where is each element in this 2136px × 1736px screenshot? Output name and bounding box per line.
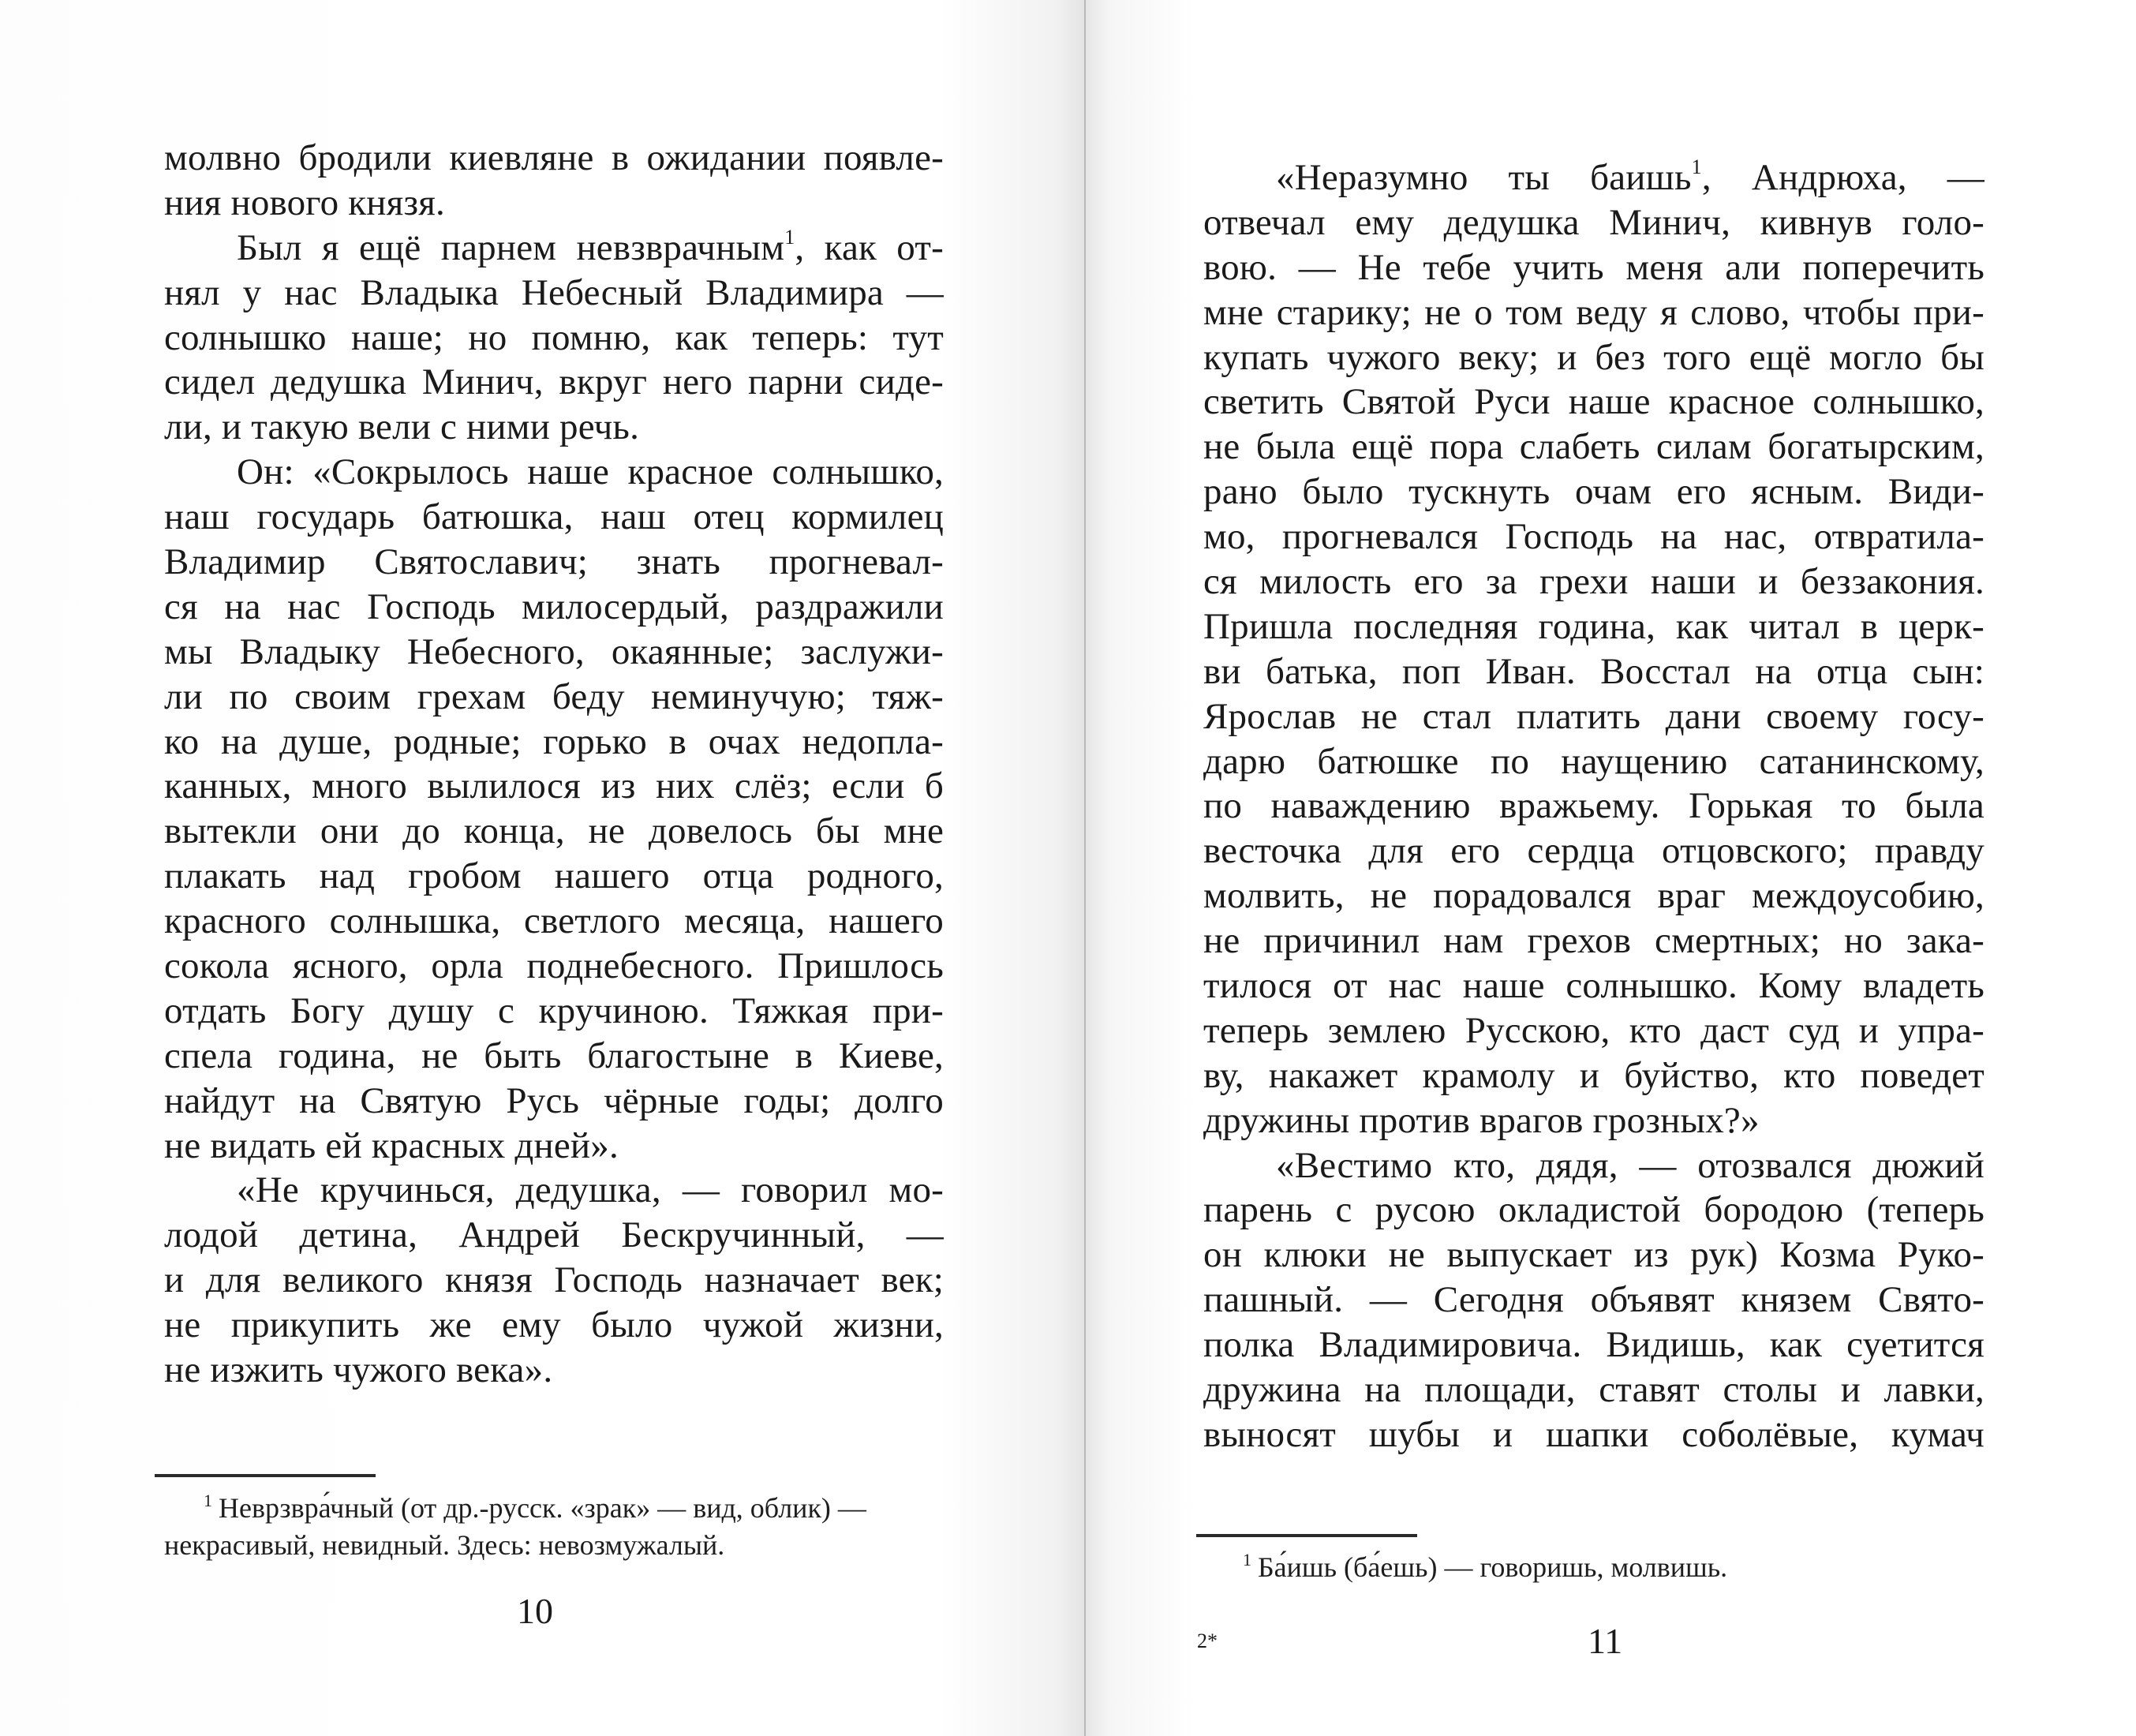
text-line: плакать над гробом нашего отца родного,: [164, 855, 944, 897]
right-footnote: [1203, 1549, 1984, 1586]
right-page-number: 11: [1588, 1621, 1623, 1661]
text-line: весточка для его сердца отцовского; правду: [1203, 830, 1984, 872]
text-line: пашный. — Сегодня объявят князем Свято-: [1203, 1279, 1984, 1321]
text-line: не прикупить же ему было чужой жизни,: [164, 1304, 944, 1346]
left-footnote-text-1: Неврзвра́чный (от др.-русск. «зрак» — вид, облик) —: [219, 1492, 866, 1524]
text-line: дружины против врагов грозных?»: [1203, 1099, 1760, 1141]
right-footnote-text-1: Ба́ишь (ба́ешь) — говоришь, молвишь.: [1258, 1551, 1728, 1583]
text-line: вою. — Не тебе учить меня али поперечить: [1203, 246, 1984, 288]
text-line-continuation: , как от-: [795, 226, 944, 268]
text-line: ву, накажет крамолу и буйство, кто поведет: [1203, 1054, 1984, 1096]
text-line: ко на душе, родные; горько в очах недопла-: [164, 720, 944, 762]
text-line-content: Был я ещё парнем невзврачным: [237, 226, 785, 268]
text-line: вытекли они до конца, не довелось бы мне: [164, 810, 944, 852]
text-line: ли, и такую вели с ними речь.: [164, 406, 640, 448]
right-footnote-line-1: [1203, 1549, 1984, 1586]
text-line: полка Владимировича. Видишь, как суетится: [1203, 1324, 1984, 1366]
text-line: ви батька, поп Иван. Восстал на отца сын:: [1203, 650, 1984, 692]
text-line: купать чужого веку; и без того ещё могло бы: [1203, 336, 1984, 378]
text-line: выносят шубы и шапки соболёвые, кумач: [1203, 1413, 1984, 1455]
text-line: Пришла последняя година, как читал в церк-: [1203, 605, 1984, 647]
left-page-body-text: [164, 136, 944, 1393]
left-footnote-rule: [155, 1474, 376, 1477]
text-line: он клюки не выпускает из рук) Козма Руко-: [1203, 1234, 1984, 1276]
text-line: мы Владыку Небесного, окаянные; заслужи-: [164, 630, 944, 672]
footnote-reference: 1: [784, 225, 795, 249]
text-line: лодой детина, Андрей Бескручинный, —: [164, 1214, 944, 1256]
text-line: Он: «Сокрылось наше красное солнышко,: [237, 451, 944, 493]
text-line: Ярослав не стал платить дани своему госу-: [1203, 695, 1984, 737]
text-line: и для великого князя Господь назначает век;: [164, 1259, 944, 1301]
text-line: сокола ясного, орла поднебесного. Пришлось: [164, 945, 944, 987]
text-line-continuation: , Андрюха, —: [1701, 157, 1984, 198]
text-line: спела година, не быть благостыне в Киеве,: [164, 1034, 944, 1076]
text-line: ся милость его за грехи наши и беззакония.: [1203, 561, 1984, 603]
right-page: [1086, 0, 2136, 1736]
text-line: [164, 226, 944, 271]
right-footnote-marker: 1: [1243, 1550, 1251, 1570]
text-line: [1203, 155, 1984, 200]
text-line: отдать Богу душу с кручиною. Тяжкая при-: [164, 990, 944, 1031]
left-footnote-marker: 1: [204, 1491, 212, 1510]
text-line: рано было тускнуть очам его ясным. Види-: [1203, 471, 1984, 513]
text-line: не причинил нам грехов смертных; но зака-: [1203, 920, 1984, 962]
text-line: отвечал ему дедушка Минич, кивнув голо-: [1203, 201, 1984, 243]
text-line: парень с русою окладистой бородою (теперь: [1203, 1189, 1984, 1231]
text-line: мне старику; не о том веду я слово, чтобы при-: [1203, 291, 1984, 333]
left-page-number: 10: [517, 1591, 553, 1631]
footnote-reference: 1: [1691, 155, 1702, 178]
text-line: молвно бродили киевляне в ожидании появле-: [164, 137, 944, 178]
text-line: Владимир Святославич; знать прогневал-: [164, 541, 944, 583]
text-line: теперь землею Русскою, кто даст суд и упра-: [1203, 1009, 1984, 1051]
text-line: не изжить чужого века».: [164, 1349, 553, 1391]
text-line: светить Святой Руси наше красное солнышко,: [1203, 381, 1984, 423]
text-line: ли по своим грехам беду неминучую; тяж-: [164, 675, 944, 717]
left-footnote-line-2: некрасивый, невидный. Здесь: невозмужалый.: [164, 1529, 725, 1561]
text-line: тилося от нас наше солнышко. Кому владеть: [1203, 965, 1984, 1007]
printer-signature-mark: 2*: [1197, 1629, 1218, 1652]
text-line: наш государь батюшка, наш отец кормилец: [164, 496, 944, 538]
text-line: канных, много вылилося из них слёз; если б: [164, 765, 944, 807]
text-line: красного солнышка, светлого месяца, нашего: [164, 900, 944, 942]
right-footnote-rule: [1196, 1534, 1417, 1537]
text-line: не видать ей красных дней».: [164, 1124, 619, 1166]
right-page-body-text: [1203, 155, 1984, 1457]
text-line: «Вестимо кто, дядя, — отозвался дюжий: [1276, 1144, 1984, 1186]
text-line: дарю батюшке по наущению сатанинскому,: [1203, 740, 1984, 782]
text-line: ния нового князя.: [164, 181, 445, 223]
text-line: молвить, не порадовался враг междоусобию,: [1203, 875, 1984, 917]
text-line: не была ещё пора слабеть силам богатырским,: [1203, 426, 1984, 468]
left-footnote-line-1: [164, 1490, 945, 1527]
text-line: дружина на площади, ставят столы и лавки,: [1203, 1369, 1984, 1411]
text-line: «Не кручинься, дедушка, — говорил мо-: [237, 1169, 944, 1211]
text-line: нял у нас Владыка Небесный Владимира —: [164, 271, 944, 313]
text-line: ся на нас Господь милосердый, раздражили: [164, 586, 944, 627]
text-line: сидел дедушка Минич, вкруг него парни сиде-: [164, 361, 944, 403]
text-line: по наваждению вражьему. Горькая то была: [1203, 785, 1984, 827]
text-line: найдут на Святую Русь чёрные годы; долго: [164, 1079, 944, 1121]
text-line: солнышко наше; но помню, как теперь: тут: [164, 316, 944, 358]
text-line-content: «Неразумно ты баишь: [1276, 157, 1692, 198]
text-line: мо, прогневался Господь на нас, отвратила-: [1203, 516, 1984, 558]
left-footnote: [164, 1490, 945, 1564]
